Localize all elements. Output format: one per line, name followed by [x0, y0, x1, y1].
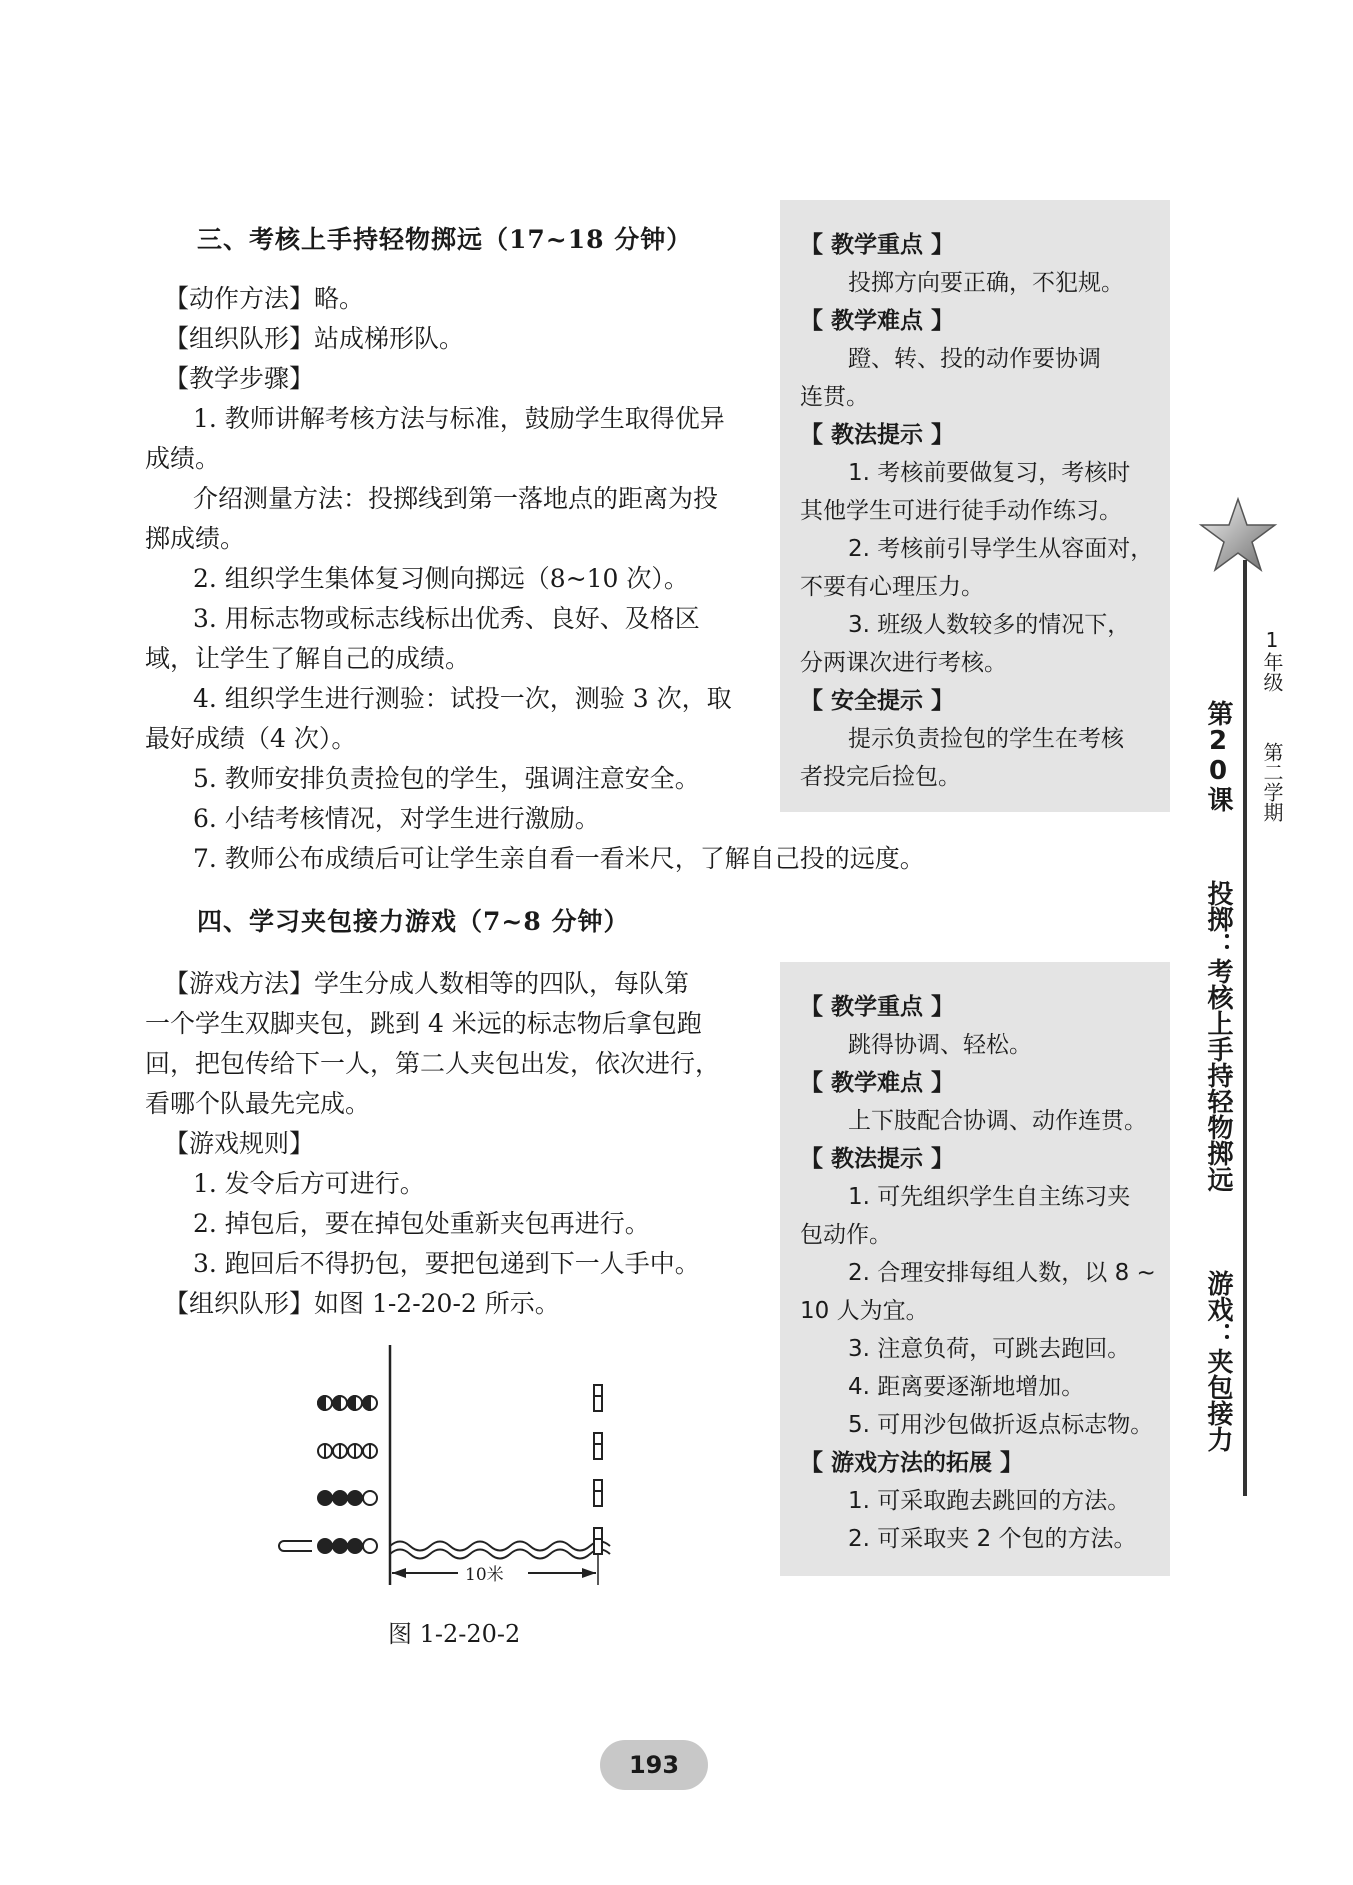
sidebar-line: 1. 可采取跑去跳回的方法。 — [848, 1488, 1131, 1514]
text-line: 最好成绩（4 次）。 — [145, 724, 357, 753]
section3-title: 三、考核上手持轻物掷远（17~18 分钟） — [197, 225, 693, 254]
sidebar-line: 不要有心理压力。 — [800, 574, 984, 600]
star-icon — [1198, 495, 1278, 575]
team-row-1 — [318, 1396, 377, 1410]
sidebar-heading: 【 教法提示 】 — [800, 422, 955, 448]
sidebar-line: 3. 班级人数较多的情况下， — [848, 612, 1131, 638]
text-line: 6. 小结考核情况，对学生进行激励。 — [193, 804, 600, 833]
sidebar-line: 包动作。 — [800, 1222, 892, 1248]
lesson-label: 第20课 — [1203, 700, 1233, 812]
text-line: 看哪个队最先完成。 — [145, 1089, 371, 1118]
sidebar-heading: 【 教学难点 】 — [800, 1070, 955, 1096]
text-line: 1. 教师讲解考核方法与标准，鼓励学生取得优异 — [193, 404, 725, 433]
relay-path — [390, 1542, 610, 1551]
relay-formation-diagram — [270, 1340, 630, 1590]
sidebar-heading: 【 教学重点 】 — [800, 994, 955, 1020]
sidebar-line: 上下肢配合协调、动作连贯。 — [848, 1108, 1147, 1134]
text-line: 7. 教师公布成绩后可让学生亲自看一看米尺，了解自己投的远度。 — [193, 844, 925, 873]
sidebar-line: 10 人为宜。 — [800, 1298, 929, 1324]
text-line: 掷成绩。 — [145, 524, 246, 553]
text-line: 1. 发令后方可进行。 — [193, 1169, 425, 1198]
sidebar-line: 1. 可先组织学生自主练习夹 — [848, 1184, 1131, 1210]
side-divider — [1243, 560, 1247, 1496]
sidebar-heading: 【 游戏方法的拓展 】 — [800, 1450, 1024, 1476]
marker-posts — [594, 1385, 602, 1554]
sidebar-heading: 【 教学难点 】 — [800, 308, 955, 334]
topic-label: 投掷：考核上手持轻物掷远 — [1203, 880, 1233, 1192]
sidebar-line: 跳得协调、轻松。 — [848, 1032, 1032, 1058]
sidebar-line: 5. 可用沙包做折返点标志物。 — [848, 1412, 1154, 1438]
text-line: 回，把包传给下一人，第二人夹包出发，依次进行， — [145, 1049, 721, 1078]
figure-caption: 图 1-2-20-2 — [388, 1620, 521, 1648]
text-line: 3. 跑回后不得扔包，要把包递到下一人手中。 — [193, 1249, 700, 1278]
sidebar-line: 者投完后捡包。 — [800, 764, 961, 790]
sidebar-line: 3. 注意负荷，可跳去跑回。 — [848, 1336, 1131, 1362]
sidebar-line: 2. 合理安排每组人数，以 8 ~ — [848, 1260, 1156, 1286]
sidebar-line: 提示负责捡包的学生在考核 — [848, 726, 1124, 752]
page-number: 193 — [628, 1751, 680, 1779]
sidebar-line: 1. 考核前要做复习，考核时 — [848, 460, 1131, 486]
text-line: 域，让学生了解自己的成绩。 — [145, 644, 471, 673]
sidebar-notes-1 — [780, 200, 1170, 812]
sidebar-heading: 【 教法提示 】 — [800, 1146, 955, 1172]
text-line: 【动作方法】略。 — [164, 284, 365, 313]
text-line: 一个学生双脚夹包，跳到 4 米远的标志物后拿包跑 — [145, 1009, 702, 1038]
text-line: 2. 掉包后，要在掉包处重新夹包再进行。 — [193, 1209, 650, 1238]
team-row-3 — [318, 1491, 377, 1505]
text-line: 成绩。 — [145, 444, 221, 473]
team-row-2 — [318, 1444, 377, 1458]
sidebar-line: 投掷方向要正确，不犯规。 — [848, 270, 1124, 296]
grade-label: 1年级 — [1260, 628, 1284, 692]
sidebar-heading: 【 教学重点 】 — [800, 232, 955, 258]
text-line: 【游戏方法】学生分成人数相等的四队，每队第 — [164, 969, 690, 998]
text-line: 【游戏规则】 — [164, 1129, 315, 1158]
sidebar-line: 蹬、转、投的动作要协调 — [848, 346, 1101, 372]
sidebar-line: 连贯。 — [800, 384, 869, 410]
distance-label: 10米 — [465, 1565, 504, 1585]
sidebar-line: 其他学生可进行徒手动作练习。 — [800, 498, 1122, 524]
sidebar-heading: 【 安全提示 】 — [800, 688, 955, 714]
sidebar-line: 2. 考核前引导学生从容面对， — [848, 536, 1154, 562]
text-line: 4. 组织学生进行测验：试投一次，测验 3 次，取 — [193, 684, 732, 713]
section4-title: 四、学习夹包接力游戏（7~8 分钟） — [197, 907, 630, 936]
text-line: 介绍测量方法：投掷线到第一落地点的距离为投 — [193, 484, 719, 513]
sidebar-notes-2 — [780, 962, 1170, 1576]
text-line: 2. 组织学生集体复习侧向掷远（8~10 次）。 — [193, 564, 689, 593]
sidebar-line: 4. 距离要逐渐地增加。 — [848, 1374, 1085, 1400]
text-line: 【教学步骤】 — [164, 364, 315, 393]
semester-label: 第二学期 — [1260, 742, 1284, 822]
team-row-4 — [279, 1539, 377, 1553]
text-line: 【组织队形】如图 1-2-20-2 所示。 — [164, 1289, 560, 1318]
text-line: 【组织队形】站成梯形队。 — [164, 324, 465, 353]
game-label: 游戏：夹包接力 — [1203, 1270, 1233, 1452]
sidebar-line: 分两课次进行考核。 — [800, 650, 1007, 676]
text-line: 5. 教师安排负责捡包的学生，强调注意安全。 — [193, 764, 700, 793]
sidebar-line: 2. 可采取夹 2 个包的方法。 — [848, 1526, 1137, 1552]
page-number-badge — [600, 1740, 708, 1790]
text-line: 3. 用标志物或标志线标出优秀、良好、及格区 — [193, 604, 700, 633]
